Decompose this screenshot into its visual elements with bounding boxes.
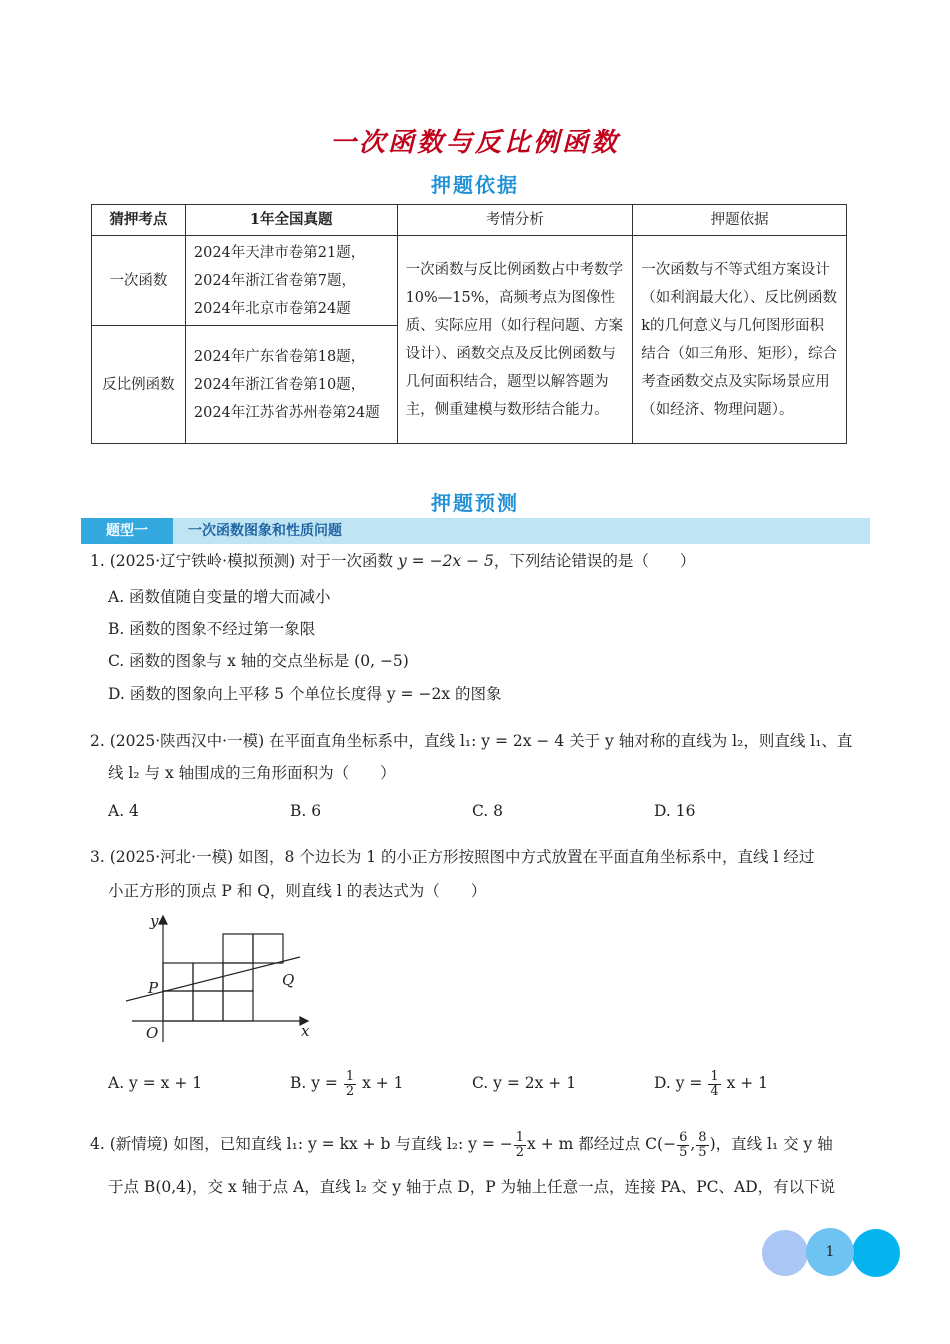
- topic-cell: 反比例函数: [92, 326, 186, 444]
- q3-option-b-post: x + 1: [362, 1074, 404, 1092]
- q3-option-d-post: x + 1: [726, 1074, 769, 1092]
- fraction-num: 1: [710, 1068, 719, 1084]
- q-label: Q: [282, 971, 295, 989]
- y-axis-arrow: [159, 916, 167, 924]
- type-tag: 题型一: [81, 518, 173, 544]
- q1-expression: y = −2x − 5: [397, 552, 494, 570]
- basis-cell: 一次函数与不等式组方案设计（如利润最大化）、反比例函数k的几何意义与几何图形面积结合（如三角形、矩形），综合考查函数交点及实际场景应用（如经济、物理问题）。: [633, 236, 847, 444]
- q1-stem-a: 1. (2025·辽宁铁岭·模拟预测) 对于一次函数: [90, 552, 394, 570]
- fraction-den: 5: [679, 1144, 688, 1160]
- q4-line-1-b: x + m 都经过点 C(−: [527, 1135, 677, 1153]
- fraction: [696, 1131, 708, 1160]
- q4-line-2: 于点 B(0,4)，交 x 轴于点 A，直线 l₂ 交 y 轴于点 D，P 为轴上任意一点，连接 PA、PC、AD，有以下说: [108, 1178, 836, 1196]
- table-header: 押题依据: [633, 205, 847, 236]
- p-label: P: [148, 979, 159, 997]
- page-badge-left: [762, 1230, 808, 1276]
- grid-square: [223, 934, 253, 963]
- fraction: [677, 1131, 689, 1160]
- table-header-row: [92, 205, 847, 236]
- q3-figure: [118, 912, 318, 1042]
- exam-line: 2024年江苏省苏州卷第24题: [193, 404, 380, 421]
- exams-cell: [185, 236, 397, 326]
- q1-stem: [90, 550, 695, 572]
- exam-line: 2024年浙江省卷第7题，: [193, 272, 357, 289]
- fraction: [514, 1131, 526, 1160]
- q3-line-1: 3. (2025·河北·一模) 如图，8 个边长为 1 的小正方形按照图中方式放置在平面直角坐标系中，直线 l 经过: [90, 848, 815, 866]
- page-number: 1: [806, 1228, 854, 1276]
- q2-option-d: D. 16: [654, 802, 696, 820]
- q2-line-1: 2. (2025·陕西汉中·一模) 在平面直角坐标系中，直线 l₁: y = 2x − 4 关于 y 轴对称的直线为 l₂，则直线 l₁、直: [90, 732, 853, 750]
- prediction-heading: 押题预测: [431, 491, 519, 515]
- grid-square: [163, 991, 193, 1021]
- q1-option-b: B. 函数的图象不经过第一象限: [108, 620, 316, 638]
- fraction: [344, 1070, 356, 1099]
- fraction-num: 1: [345, 1068, 355, 1084]
- fraction-num: 1: [515, 1129, 525, 1145]
- exam-line: 2024年广东省卷第18题，: [193, 348, 366, 365]
- q3-line-2: 小正方形的顶点 P 和 Q，则直线 l 的表达式为（ ）: [108, 882, 487, 900]
- x-label: x: [301, 1022, 310, 1040]
- analysis-cell: 一次函数与反比例函数占中考数学10%—15%，高频考点为图像性质、实际应用（如行程问题、方案设计）、函数交点及反比例函数与几何面积结合，题型以解答题为主，侧重建模与数形结合能力。: [397, 236, 633, 444]
- fraction-num: 8: [698, 1129, 707, 1145]
- page-badge-right: [852, 1229, 900, 1277]
- q2-option-b: B. 6: [290, 802, 322, 820]
- q3-option-c: C. y = 2x + 1: [472, 1074, 577, 1092]
- exams-cell: [185, 326, 397, 444]
- q3-option-a: A. y = x + 1: [108, 1074, 203, 1092]
- q3-option-b-pre: B. y =: [290, 1074, 338, 1092]
- table-row: [92, 236, 847, 326]
- table-header: 猜押考点: [92, 205, 186, 236]
- origin-label: O: [146, 1024, 159, 1042]
- fraction-den: 2: [345, 1083, 355, 1099]
- q1-stem-b: ，下列结论错误的是（ ）: [493, 552, 696, 570]
- exam-line: 2024年浙江省卷第10题，: [193, 376, 366, 393]
- table-header: 考情分析: [397, 205, 633, 236]
- q1-option-a: A. 函数值随自变量的增大而减小: [108, 588, 331, 606]
- q3-option-d: [654, 1065, 768, 1101]
- q4-line-1-d: )，直线 l₁ 交 y 轴: [709, 1135, 833, 1153]
- type-title: 一次函数图象和性质问题: [188, 523, 342, 539]
- fraction-den: 4: [710, 1083, 719, 1099]
- page-title: 一次函数与反比例函数: [329, 128, 620, 158]
- q3-option-b: [290, 1065, 404, 1101]
- fraction-den: 5: [698, 1144, 707, 1160]
- q1-option-c: C. 函数的图象与 x 轴的交点坐标是 (0, −5): [108, 652, 409, 670]
- y-label: y: [150, 912, 159, 930]
- q1-option-d: D. 函数的图象向上平移 5 个单位长度得 y = −2x 的图象: [108, 685, 502, 703]
- q2-option-c: C. 8: [472, 802, 504, 820]
- fraction-num: 6: [679, 1129, 688, 1145]
- q4-line-1-a: 4. (新情境) 如图，已知直线 l₁: y = kx + b 与直线 l₂: y = −: [90, 1135, 513, 1153]
- exam-line: 2024年北京市卷第24题: [193, 300, 351, 317]
- fraction-den: 2: [515, 1144, 525, 1160]
- q4-line-1: [90, 1126, 833, 1162]
- basis-heading: 押题依据: [431, 173, 519, 197]
- exam-line: 2024年天津市卷第21题，: [193, 244, 366, 261]
- grid-square: [193, 991, 223, 1021]
- topic-cell: 一次函数: [92, 236, 186, 326]
- grid-square: [223, 991, 253, 1021]
- q2-option-a: A. 4: [108, 802, 139, 820]
- basis-table: [91, 204, 847, 444]
- q3-option-d-pre: D. y =: [654, 1074, 703, 1092]
- grid-square: [253, 934, 283, 963]
- table-header: 1年全国真题: [185, 205, 397, 236]
- fraction: [708, 1070, 720, 1099]
- grid-square: [163, 963, 193, 991]
- q2-line-2: 线 l₂ 与 x 轴围成的三角形面积为（ ）: [108, 764, 396, 782]
- q4-line-1-c: ,: [690, 1135, 696, 1153]
- grid-square: [223, 963, 253, 991]
